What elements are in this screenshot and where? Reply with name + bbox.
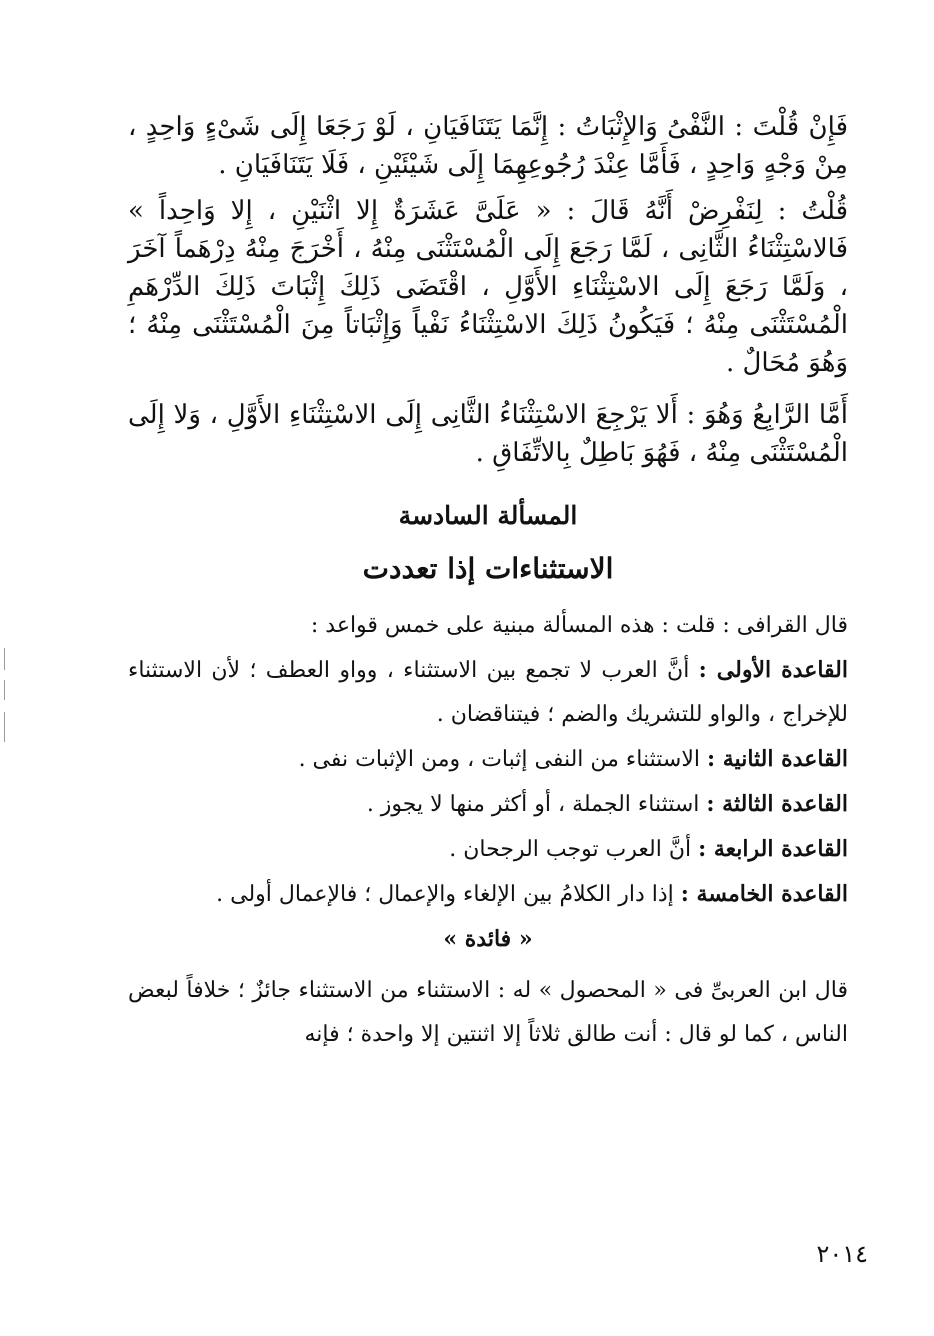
section-subtitle: الاستثناءات إذا تعددت bbox=[362, 552, 614, 585]
section-title: المسألة السادسة bbox=[398, 501, 578, 530]
note-paragraph: قال ابن العربىِّ فى « المحصول » له : الاستثناء من الاستثناء جائزٌ ؛ خلافاً لبعض الناس ، كما لو قال : أنت طالق ثلاثاً إلا اثنتين إلا واحدة ؛ فإنه bbox=[128, 978, 848, 1047]
rule-text: إذا دار الكلامُ بين الإلغاء والإعمال ؛ فالإعمال أولى . bbox=[216, 882, 674, 907]
rule-label: القاعدة الثالثة : bbox=[706, 791, 848, 817]
rule-label: القاعدة الخامسة : bbox=[680, 881, 848, 907]
intro-paragraph: قال القرافى : قلت : هذه المسألة مبنية على خمس قواعد : bbox=[310, 613, 848, 638]
rule-paragraph bbox=[128, 782, 848, 827]
note-title: « فائدة » bbox=[443, 926, 533, 952]
paragraph-fourth-case: أَمَّا الرَّابِعُ وَهُوَ : أَلا يَرْجِعَ الاسْتِثْنَاءُ الثَّانِى إِلَى الاسْتِثْنَاءِ الأَوَّلِ ، وَلا إِلَى الْمُسْتَثْنَى مِنْهُ ، فَهُوَ بَاطِلٌ بِالاتِّفَاقِ . bbox=[128, 400, 848, 468]
rule-label: القاعدة الثانية : bbox=[706, 746, 848, 772]
rule-paragraph bbox=[128, 737, 848, 782]
paragraph-objection: فَإِنْ قُلْتَ : النَّفْىُ وَالإِثْبَاتُ : إِنَّمَا يَتَنَافَيَانِ ، لَوْ رَجَعَا إِلَى شَىْءٍ وَاحِدٍ ، مِنْ وَجْهٍ وَاحِدٍ ، فَأَمَّا عِنْدَ رُجُوعِهِمَا إِلَى شَيْئَيْنِ ، فَلَا يَتَنَافَيَانِ . bbox=[128, 112, 848, 180]
paragraph-response: قُلْتُ : لِنَفْرِضْ أَنَّهُ قَالَ : « عَلَىَّ عَشَرَةٌ إِلا اثْنَيْنِ ، إِلا وَاحِداً » فَالاسْتِثْنَاءُ الثَّانِى ، لَمَّا رَجَعَ إِلَى الْمُسْتَثْنَى مِنْهُ ، أَخْرَجَ مِنْهُ دِرْهَماً آخَرَ ، وَلَمَّا رَجَعَ إِلَى الاسْتِثْنَاءِ الأَوَّلِ ، اقْتَضَى ذَلِكَ إِثْبَاتَ ذَلِكَ الدِّرْهَمِ الْمُسْتَثْنَى مِنْهُ ؛ فَيَكُونُ ذَلِكَ الاسْتِثْنَاءُ نَفْياً وَإِثْبَاتاً مِنَ الْمُسْتَثْنَى مِنْهُ ؛ وَهُوَ مُحَالٌ . bbox=[128, 196, 848, 378]
rule-text: الاستثناء من النفى إثبات ، ومن الإثبات نفى . bbox=[298, 747, 700, 772]
page-number: ٢٠١٤ bbox=[816, 1240, 868, 1268]
rule-paragraph bbox=[128, 827, 848, 872]
scan-edge-mark bbox=[4, 648, 5, 670]
rule-label: القاعدة الرابعة : bbox=[698, 836, 848, 862]
rule-text: أنَّ العرب لا تجمع بين الاستثناء ، وواو العطف ؛ لأن الاستثناء للإخراج ، والواو للتشريك والضم ؛ فيتناقضان . bbox=[128, 658, 848, 727]
scan-edge-mark bbox=[4, 680, 5, 700]
scan-edge-mark bbox=[4, 712, 5, 742]
rule-text: استثناء الجملة ، أو أكثر منها لا يجوز . bbox=[366, 792, 700, 817]
rule-paragraph bbox=[128, 872, 848, 917]
rule-paragraph bbox=[128, 648, 848, 737]
rule-label: القاعدة الأولى : bbox=[698, 657, 848, 683]
rule-text: أنَّ العرب توجب الرجحان . bbox=[449, 837, 692, 862]
page-body bbox=[128, 108, 848, 1057]
